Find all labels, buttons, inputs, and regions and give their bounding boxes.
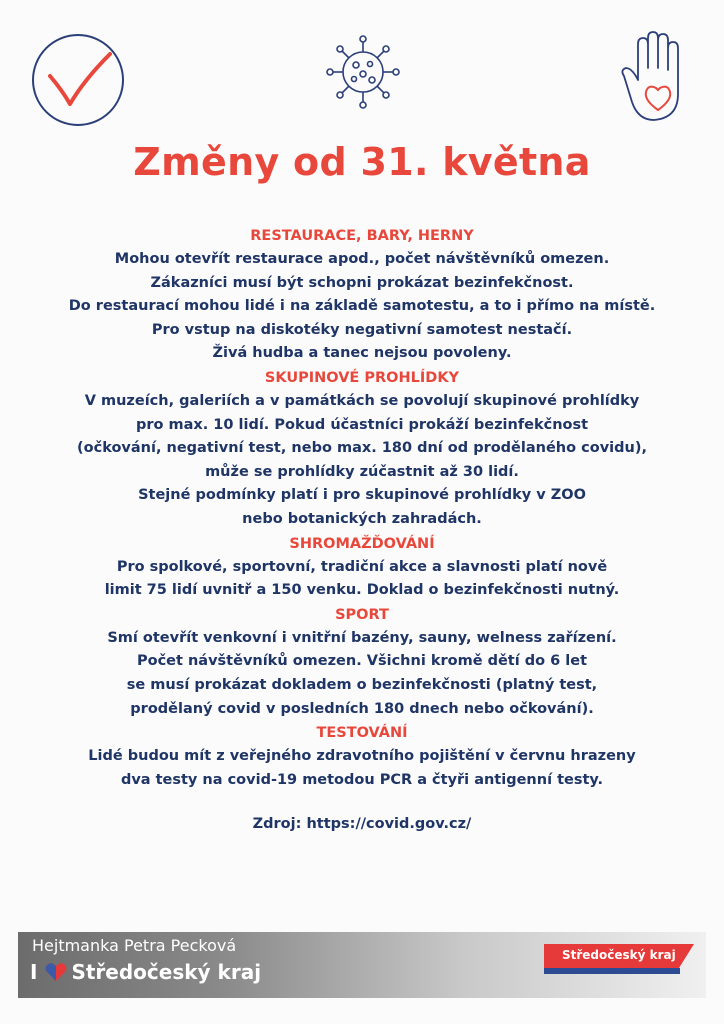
check-circle-icon <box>30 32 126 128</box>
content <box>0 224 724 836</box>
section-heading: SPORT <box>335 606 389 623</box>
footer-brand-name: Středočeský kraj <box>71 960 262 984</box>
section-line: prodělaný covid v posledních 180 dnech nebo očkování). <box>130 700 594 717</box>
footer-brand <box>30 960 261 984</box>
section-restaurace <box>0 224 724 366</box>
heart-icon <box>45 962 67 982</box>
section-sport <box>0 603 724 721</box>
badge-blue-stripe <box>544 968 680 974</box>
section-line: (očkování, negativní test, nebo max. 180 dní od prodělaného covidu), <box>77 440 647 457</box>
section-line: Do restaurací mohou lidé i na základě samotestu, a to i přímo na místě. <box>68 298 656 315</box>
section-heading: RESTAURACE, BARY, HERNY <box>250 228 474 244</box>
section-line: se musí prokázat dokladem o bezinfekčnosti (platný test, <box>126 676 598 693</box>
section-line: Lidé budou mít z veřejného zdravotního pojištění v červnu hrazeny <box>88 748 636 765</box>
section-line: Počet návštěvníků omezen. Všichni kromě dětí do 6 let <box>136 653 588 670</box>
section-heading: TESTOVÁNÍ <box>316 725 408 742</box>
footer-brand-prefix: I <box>30 960 38 984</box>
section-testovani <box>0 721 724 792</box>
hand-heart-icon <box>616 30 698 126</box>
section-shromazdovani <box>0 532 724 603</box>
section-line: pro max. 10 lidí. Pokud účastníci prokáží bezinfekčnost <box>135 416 589 433</box>
kraj-logo-badge <box>544 944 694 976</box>
section-prohlidky <box>0 366 724 532</box>
section-line: nebo botanických zahradách. <box>242 510 482 527</box>
section-line: Mohou otevřít restaurace apod., počet návštěvníků omezen. <box>114 251 610 267</box>
section-line: Stejné podmínky platí i pro skupinové prohlídky v ZOO <box>138 487 586 504</box>
section-heading: SKUPINOVÉ PROHLÍDKY <box>264 369 460 386</box>
section-line: Pro vstup na diskotéky negativní samotest nestačí. <box>151 321 573 338</box>
section-line: Živá hudba a tanec nejsou povoleny. <box>212 345 512 362</box>
source-link[interactable]: Zdroj: https://covid.gov.cz/ <box>252 816 472 833</box>
section-line: Smí otevřít venkovní i vnitřní bazény, sauny, welness zařízení. <box>107 629 617 646</box>
section-line: V muzeích, galeriích a v památkách se povolují skupinové prohlídky <box>84 392 640 409</box>
section-line: může se prohlídky zúčastnit až 30 lidí. <box>205 463 519 480</box>
virus-icon <box>320 32 406 112</box>
page-title: Změny od 31. května <box>133 140 591 184</box>
section-heading: SHROMAŽĎOVÁNÍ <box>289 535 435 552</box>
section-line: limit 75 lidí uvnitř a 150 venku. Doklad o bezinfekčnosti nutný. <box>104 582 620 599</box>
section-line: dva testy na covid-19 metodou PCR a čtyři antigenní testy. <box>120 771 604 788</box>
footer-governor: Hejtmanka Petra Pecková <box>32 936 237 955</box>
section-line: Zákazníci musí být schopni prokázat bezinfekčnost. <box>150 274 574 291</box>
section-line: Pro spolkové, sportovní, tradiční akce a slavnosti platí nově <box>116 558 608 575</box>
badge-label: Středočeský kraj <box>562 948 676 962</box>
